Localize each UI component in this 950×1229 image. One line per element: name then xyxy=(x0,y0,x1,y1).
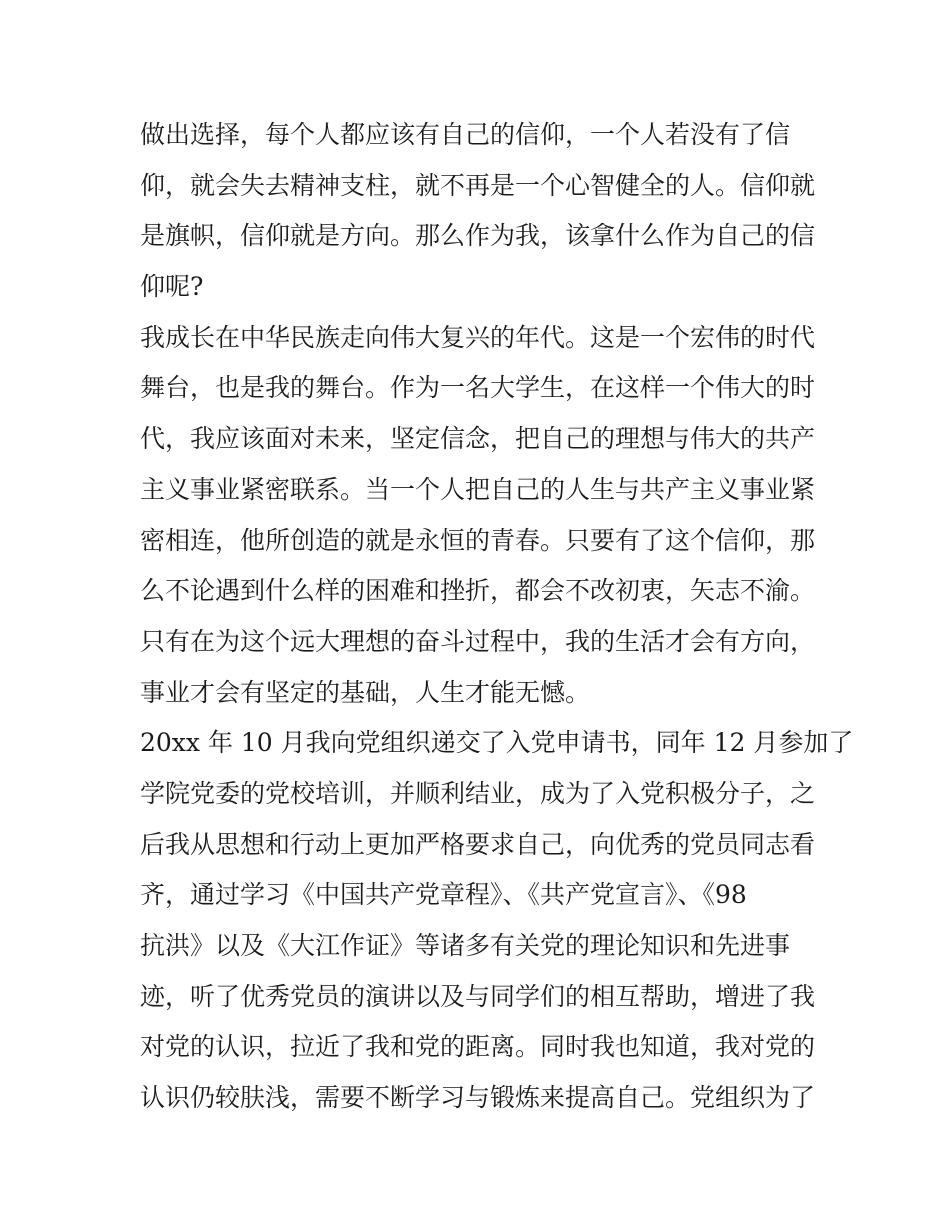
text-line: 我成长在中华民族走向伟大复兴的年代。这是一个宏伟的时代 xyxy=(140,322,816,352)
text-line: 齐，通过学习《中国共产党章程》、《共产党宣言》、《98 xyxy=(140,880,747,910)
text-line: 迹，听了优秀党员的演讲以及与同学们的相互帮助，增进了我 xyxy=(140,981,816,1011)
text-line: 舞台，也是我的舞台。作为一名大学生，在这样一个伟大的时 xyxy=(140,373,816,403)
document-body xyxy=(140,110,854,1124)
text-line: 密相连，他所创造的就是永恒的青春。只要有了这个信仰，那 xyxy=(140,525,816,555)
text-line: 对党的认识，拉近了我和党的距离。同时我也知道，我对党的 xyxy=(140,1032,816,1062)
text-line: 20xx 年 10 月我向党组织递交了入党申请书，同年 12 月参加了 xyxy=(140,728,854,758)
text-line: 只有在为这个远大理想的奋斗过程中，我的生活才会有方向， xyxy=(140,626,816,656)
text-line: 学院党委的党校培训，并顺利结业，成为了入党积极分子，之 xyxy=(140,778,816,808)
text-line: 抗洪》以及《大江作证》等诸多有关党的理论知识和先进事 xyxy=(140,931,791,960)
text-line: 事业才会有坚定的基础，人生才能无憾。 xyxy=(140,677,591,707)
text-line: 认识仍较肤浅，需要不断学习与锻炼来提高自己。党组织为了 xyxy=(140,1083,816,1113)
text-line: 仰，就会失去精神支柱，就不再是一个心智健全的人。信仰就 xyxy=(140,170,816,200)
text-line: 主义事业紧密联系。当一个人把自己的人生与共产主义事业紧 xyxy=(140,474,816,504)
text-line: 后我从思想和行动上更加严格要求自己，向优秀的党员同志看 xyxy=(140,829,816,859)
text-line: 是旗帜，信仰就是方向。那么作为我，该拿什么作为自己的信 xyxy=(140,221,816,251)
text-line: 仰呢? xyxy=(140,272,204,302)
text-line: 做出选择，每个人都应该有自己的信仰，一个人若没有了信 xyxy=(140,120,791,149)
text-line: 代，我应该面对未来，坚定信念，把自己的理想与伟大的共产 xyxy=(140,424,816,454)
text-line: 么不论遇到什么样的困难和挫折，都会不改初衷，矢志不渝。 xyxy=(140,576,816,606)
